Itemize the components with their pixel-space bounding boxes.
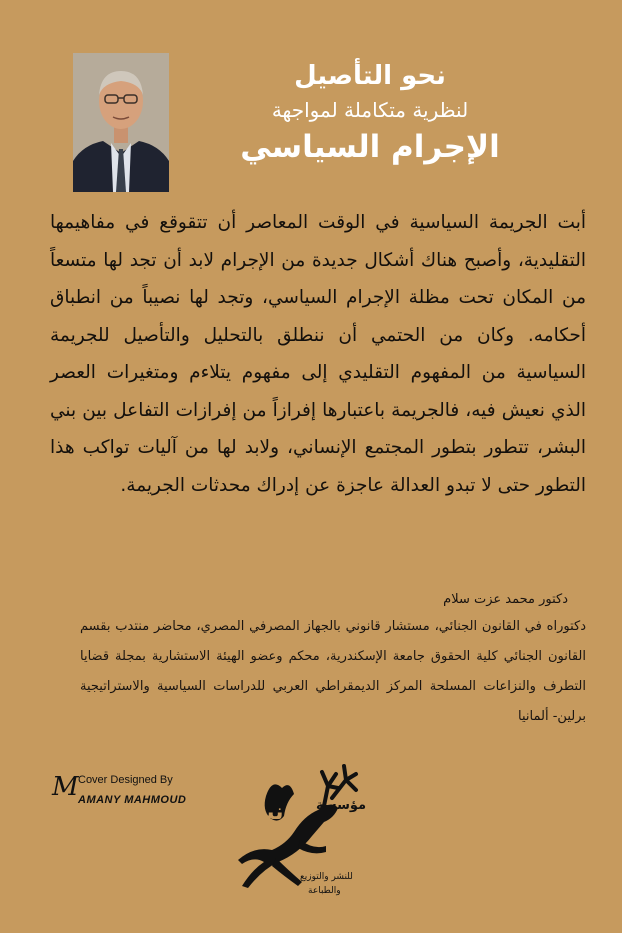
cover-designer-credit [52,770,192,820]
title-line-1: نحو التأصيل [294,61,446,91]
author-portrait-image [73,53,169,192]
publisher-prefix: مؤسسة [316,798,367,813]
designer-monogram: M [52,772,79,802]
deer-logo-icon [228,758,368,908]
book-title [180,58,560,168]
author-bio: دكتوراه في القانون الجنائي، مستشار قانوني بالجهاز المصرفي المصري، محاضر منتدب بقسم القانون الجنائي كلية الحقوق جامعة الإسكندرية، محكم وعضو الهيئة الاستشارية بمجلة قضايا التطرف والنزاعات المسلحة المركز الديمقراطي العربي للدراسات السياسية والاستراتيجية برلين- ألمانيا [80,619,586,724]
title-line-3: الإجرام السياسي [240,129,500,165]
publisher-tagline-2: والطباعة [308,886,341,896]
designer-by-label: Cover Designed By [78,774,173,786]
author-info [80,588,586,732]
author-photo [73,53,169,192]
publisher-tagline-1: للنشر والتوزيع [300,872,353,882]
publisher-logo [228,758,368,908]
author-name: دكتور محمد عزت سلام [443,592,568,607]
title-line-2: لنظرية متكاملة لمواجهة [271,98,469,122]
designer-name: AMANY MAHMOUD [78,794,187,806]
blurb-text: أبت الجريمة السياسية في الوقت المعاصر أن تتقوقع في مفاهيمها التقليدية، وأصبح هناك أشكال جديدة من الإجرام لابد أن تجد لها متسعاً من المكان تحت مظلة الإجرام السياسي، وتجد لها نصيباً من انطباق أحكامه. وكان من الحتمي أن ننطلق بالتحليل والتأصيل للجريمة السياسية من المفهوم التقليدي إلى مفهوم يتلاءم ومتغيرات العصر الذي نعيش فيه، فالجريمة باعتبارها إفرازاً من إفرازات التفاعل بين بني البشر، تتطور بتطور المجتمع الإنساني، ولابد لها من آليات تواكب هذا التطور حتى لا تبدو العدالة عاجزة عن إدراك محدثات الجريمة. [50,212,586,496]
publisher-name: دنيا [258,800,295,825]
